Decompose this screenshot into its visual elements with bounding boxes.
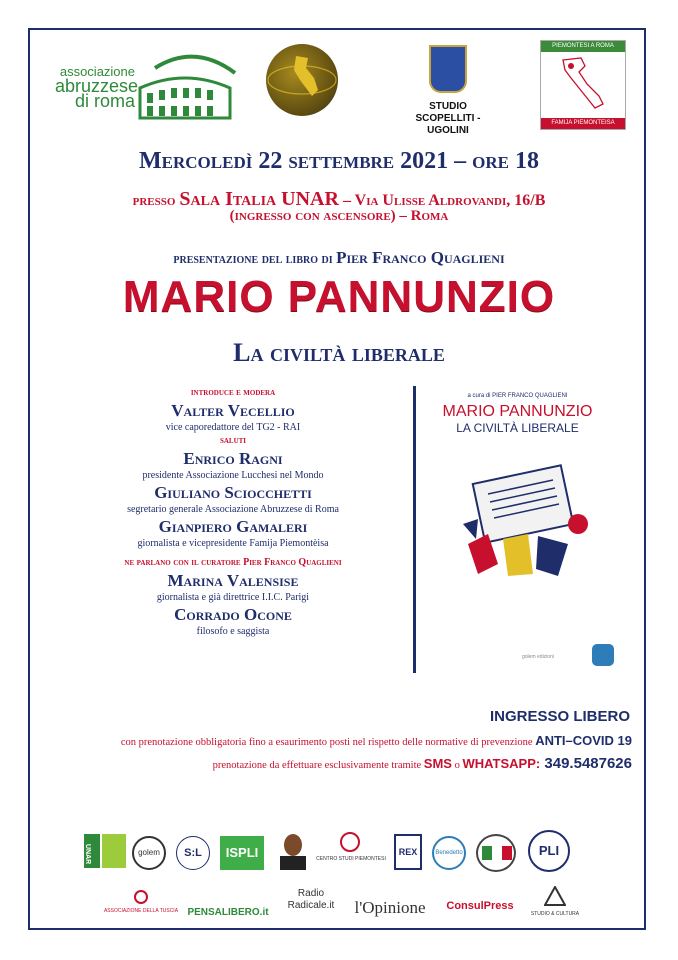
radio-text: Radio — [297, 888, 325, 899]
covid-text: ANTI–COVID 19 — [535, 733, 632, 748]
globe-emblem-icon — [266, 44, 338, 116]
consulpress-logo — [440, 896, 520, 916]
newspaper-illustration-icon — [458, 464, 598, 584]
opinione-text: l'Opinione — [354, 898, 426, 917]
assoc-line2: abruzzese — [55, 76, 139, 96]
crest-icon — [429, 45, 467, 93]
speaker-desc: giornalista e già direttrice I.I.C. Parigi — [156, 592, 310, 603]
presentation-line — [0, 248, 678, 268]
italy-map-icon — [266, 44, 338, 116]
presentation-prefix: presentazione del libro di — [173, 252, 337, 267]
pli-logo — [528, 830, 570, 872]
book-publisher: golem edizioni — [522, 654, 554, 660]
piemontesi-logo — [540, 40, 626, 130]
benedetto-text: Benedetto — [435, 850, 463, 856]
phone-number: 349.5487626 — [540, 755, 632, 772]
radio2-text: Radicale.it — [287, 900, 335, 911]
speaker-desc: giornalista e vicepresidente Famija Piemontèisa — [137, 538, 329, 549]
rex-text: REX — [398, 847, 418, 857]
tuscia-logo — [96, 890, 186, 920]
studio-cultura-logo — [530, 886, 580, 922]
booking-line — [40, 733, 632, 748]
speaker-desc: filosofo e saggista — [196, 626, 270, 637]
author-name: Pier Franco Quaglieni — [336, 248, 505, 267]
venue-name: Sala Italia UNAR — [179, 188, 339, 210]
rex-logo — [394, 834, 422, 870]
pensalibero-logo — [180, 902, 276, 918]
consulpress-text: ConsulPress — [446, 900, 514, 912]
centro-studi-logo — [314, 832, 388, 872]
sms-text: SMS — [423, 756, 452, 771]
triangle-icon — [544, 886, 566, 906]
opinione-logo — [344, 898, 436, 920]
golem-logo — [132, 836, 166, 870]
free-entry: INGRESSO LIBERO — [489, 708, 630, 725]
centro-text: CENTRO STUDI PIEMONTESI — [316, 856, 386, 862]
booking-contact-line — [40, 755, 632, 772]
booking-text: con prenotazione obbligatoria fino a esaurimento posti nel rispetto delle normative di prevenzione — [120, 737, 536, 748]
speaker-name: Gianpiero Gamaleri — [158, 517, 308, 536]
pensalibero-text: PENSALIBERO.it — [187, 907, 269, 918]
event-date: Mercoledì 22 settembre 2021 – ore 18 — [139, 148, 539, 174]
italian-flag-logo — [476, 834, 516, 872]
colosseum-icon — [135, 48, 240, 128]
access-line: (ingresso con ascensore) – Roma — [229, 208, 449, 224]
radio-radicale-logo — [282, 888, 340, 924]
sil-text: S:L — [184, 847, 202, 859]
sil-logo — [176, 836, 210, 870]
piemontesi-top: PIEMONTESI A ROMA — [541, 41, 625, 52]
speaker-name: Marina Valensise — [167, 571, 299, 590]
studio-logo — [398, 45, 498, 137]
italy-map-icon — [541, 52, 625, 116]
studio-cultura-text: STUDIO & CULTURA — [530, 911, 580, 917]
assoc-line1: associazione — [59, 64, 135, 79]
or-text: o — [451, 760, 463, 771]
publisher-badge-icon — [592, 644, 614, 666]
speaker-desc: presidente Associazione Lucchesi nel Mondo — [142, 470, 324, 481]
speaker-name: Enrico Ragni — [183, 449, 283, 468]
golem-text: golem — [138, 848, 160, 857]
pli-text: PLI — [538, 843, 560, 858]
whatsapp-text: WHATSAPP: — [462, 756, 541, 771]
role-greetings: saluti — [219, 435, 247, 446]
book-subtitle: La civiltà liberale — [233, 338, 445, 367]
book-cover-subtitle: LA CIVILTÀ LIBERALE — [456, 421, 579, 435]
book-title: MARIO PANNUNZIO — [122, 272, 556, 321]
presso-prefix: presso — [132, 192, 180, 209]
studio-line1: STUDIO — [429, 101, 467, 112]
speaker-name: Corrado Ocone — [174, 605, 292, 624]
speaker-desc: segretario generale Associazione Abruzzese di Roma — [127, 504, 339, 515]
unar-logo — [84, 834, 128, 872]
book-curator: a cura di PIER FRANCO QUAGLIENI — [467, 393, 568, 399]
assoc-line3: di roma — [74, 91, 135, 111]
role-discuss: ne parlano con il curatore Pier Franco Quaglieni — [124, 557, 342, 568]
benedetto-logo — [432, 836, 466, 870]
studio-line2: SCOPELLITI - UGOLINI — [415, 113, 481, 136]
role-intro: introduce e modera — [190, 387, 276, 398]
speakers-list — [60, 386, 406, 638]
ispli-text: ISPLI — [225, 845, 259, 860]
portrait-logo — [280, 834, 306, 870]
piemontesi-bottom: FAMIJA PIEMONTEISA — [541, 118, 625, 129]
associazione-abruzzese-logo — [55, 48, 240, 128]
speaker-name: Giuliano Sciocchetti — [154, 483, 312, 502]
moderator-desc: vice caporedattore del TG2 - RAI — [165, 422, 301, 433]
unar-text: UNAR — [84, 844, 91, 865]
book-cover — [413, 386, 619, 673]
book-cover-title: MARIO PANNUNZIO — [442, 403, 593, 420]
booking2-text: prenotazione da effettuare esclusivamente tramite — [212, 760, 424, 771]
tuscia-text: ASSOCIAZIONE DELLA TUSCIA — [103, 908, 179, 914]
moderator-name: Valter Vecellio — [171, 401, 295, 420]
venue-address: – Via Ulisse Aldrovandi, 16/B — [338, 192, 546, 209]
ispli-logo — [220, 836, 264, 870]
